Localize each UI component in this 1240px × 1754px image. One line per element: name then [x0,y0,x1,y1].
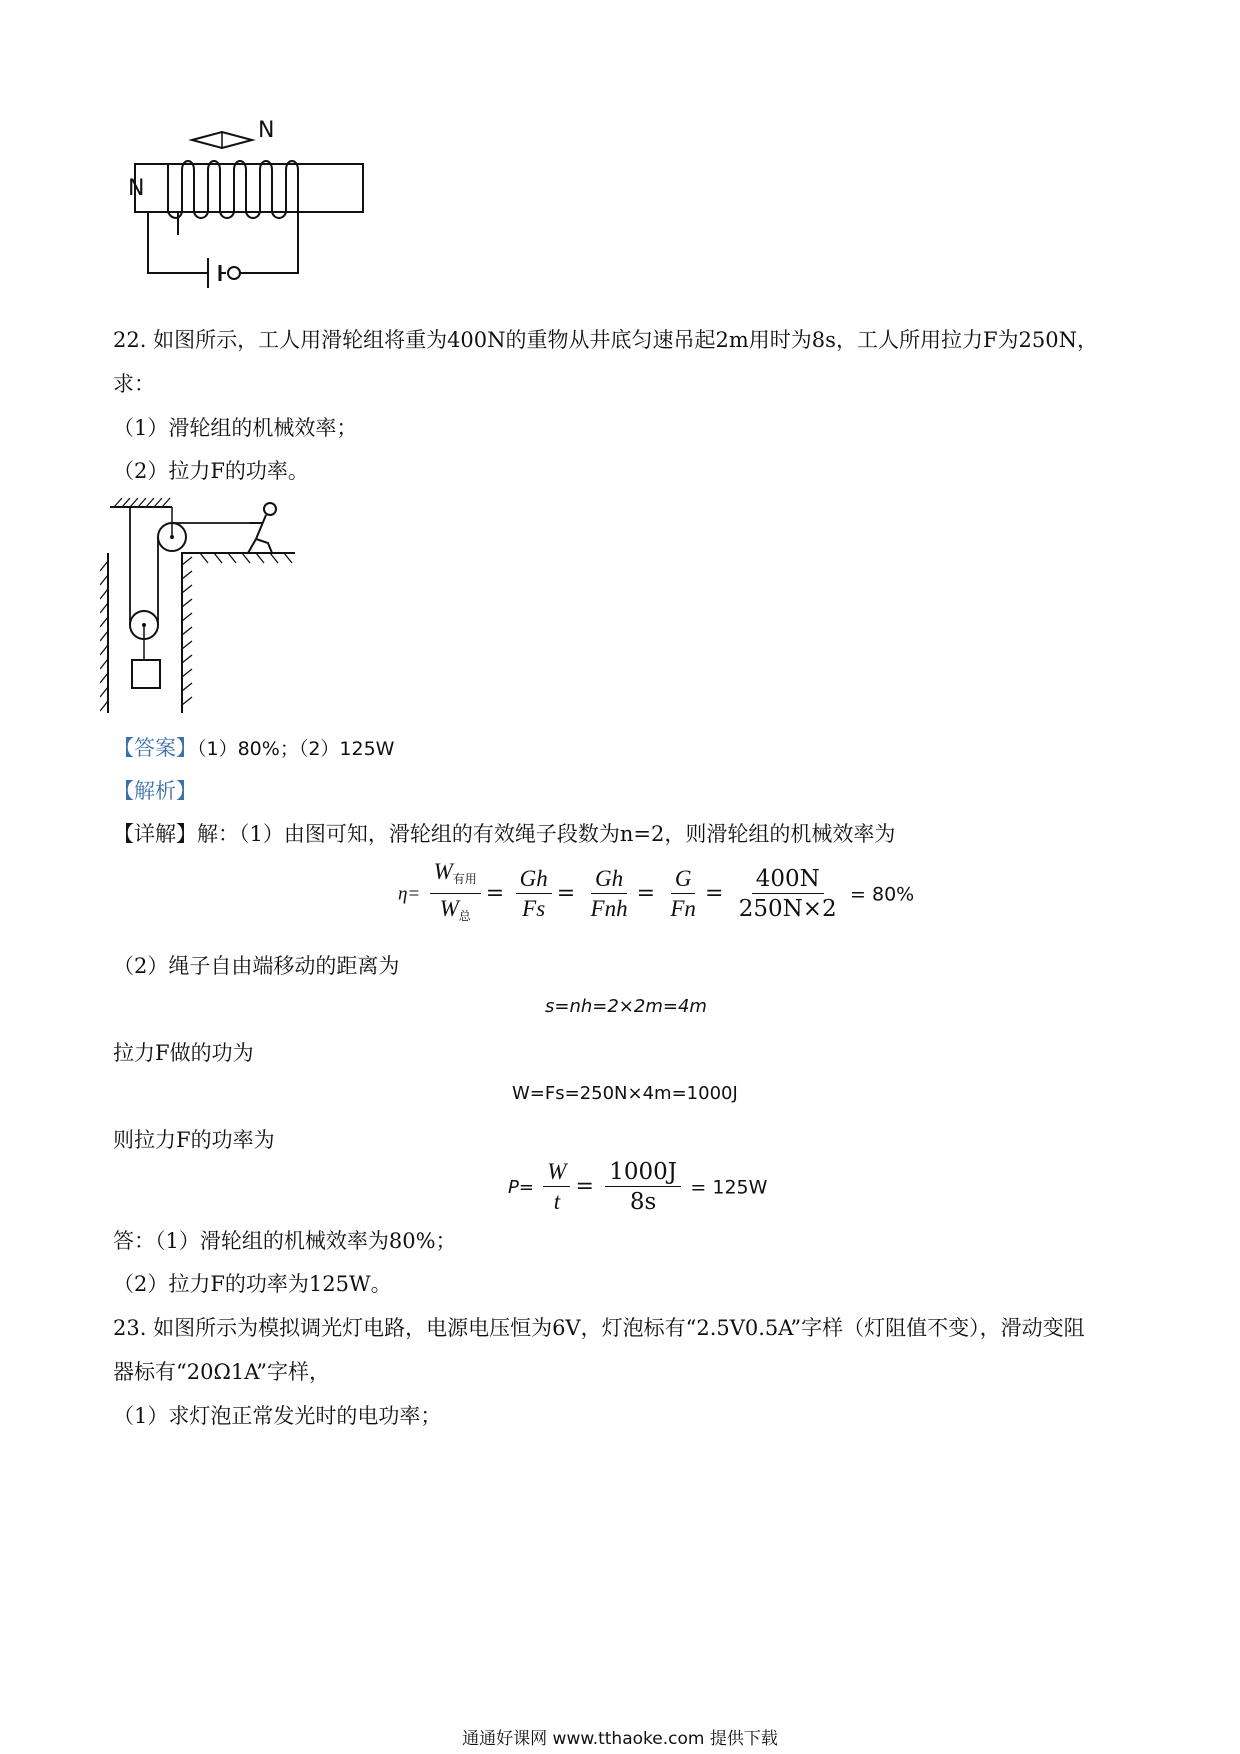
efficiency-equation: η= $\frac{W_{有用}}{W_总}$ = $\frac{Gh}{Fs}$ = $\frac{Gh}{\text{Fnh}}$ = $\frac{G}{Fn}$ = $\frac{400N}{250N\times 2}$ = 80% [398,858,914,931]
answer-text: （1）80%；（2）125W [197,738,395,760]
q23-stem-line1: 23. 如图所示为模拟调光灯电路，电源电压恒为6V，灯泡标有“2.5V0.5A”字样（灯阻值不变），滑动变阻 [113,1316,1085,1340]
power-equation: P= $\frac{W}{t}$ = $\frac{1000J}{8s}$ = 125W [508,1159,768,1215]
answer-row [113,733,394,764]
q22-stem-line1: 22. 如图所示，工人用滑轮组将重为400N的重物从井底匀速吊起2m用时为8s，工人所用拉力F为250N， [113,328,1098,352]
step2-line: （2）绳子自由端移动的距离为 [113,954,400,978]
work-line: 拉力F做的功为 [113,1041,254,1065]
core-north-label: N [128,176,145,201]
analysis-tag: 【解析】 [113,779,197,803]
battery-icon [208,258,226,288]
eta-fraction-3: $\frac{Gh}{\text{Fnh}}$ [590,866,628,921]
load-block [132,660,160,688]
eta-fraction-1: $\frac{W_{有用}}{W_总}$ [430,858,481,931]
power-line: 则拉力F的功率为 [113,1128,275,1152]
power-fraction-2: $\frac{1000J}{8s}$ [605,1158,681,1217]
solenoid-figure [120,120,380,340]
detail-line: 【详解】解：（1）由图可知，滑轮组的有效绳子段数为n=2，则滑轮组的机械效率为 [113,822,896,846]
footer-watermark: 通通好课网 www.tthaoke.com 提供下载 [462,1729,778,1749]
compass-needle-icon [192,132,252,148]
worker-icon [248,503,276,553]
power-fraction-1: $\frac{W}{t}$ [543,1158,570,1217]
distance-equation: s=nh=2×2m=4m [545,996,707,1017]
switch-icon [228,267,240,279]
iron-core [135,164,363,212]
q23-stem-line2: 器标有“20Ω1A”字样， [113,1360,331,1384]
conclusion-1: 答：（1）滑轮组的机械效率为80%； [113,1229,457,1253]
q23-subquestion-1: （1）求灯泡正常发光时的电功率； [113,1404,442,1428]
eta-fraction-5: $\frac{400N}{250N\times 2}$ [738,866,837,922]
conclusion-2: （2）拉力F的功率为125W。 [113,1272,392,1296]
eta-fraction-2: $\frac{Gh}{Fs}$ [516,865,552,924]
q22-stem-line2: 求： [113,372,155,396]
q22-subquestion-2: （2）拉力F的功率。 [113,459,309,483]
eta-fraction-4: $\frac{G}{Fn}$ [670,866,696,921]
coil-windings [168,161,298,218]
q22-subquestion-1: （1）滑轮组的机械效率； [113,416,358,440]
work-equation: W=Fs=250N×4m=1000J [512,1083,738,1104]
answer-tag: 【答案】 [113,736,197,760]
needle-north-label: N [258,118,275,143]
pulley-figure [100,495,310,720]
